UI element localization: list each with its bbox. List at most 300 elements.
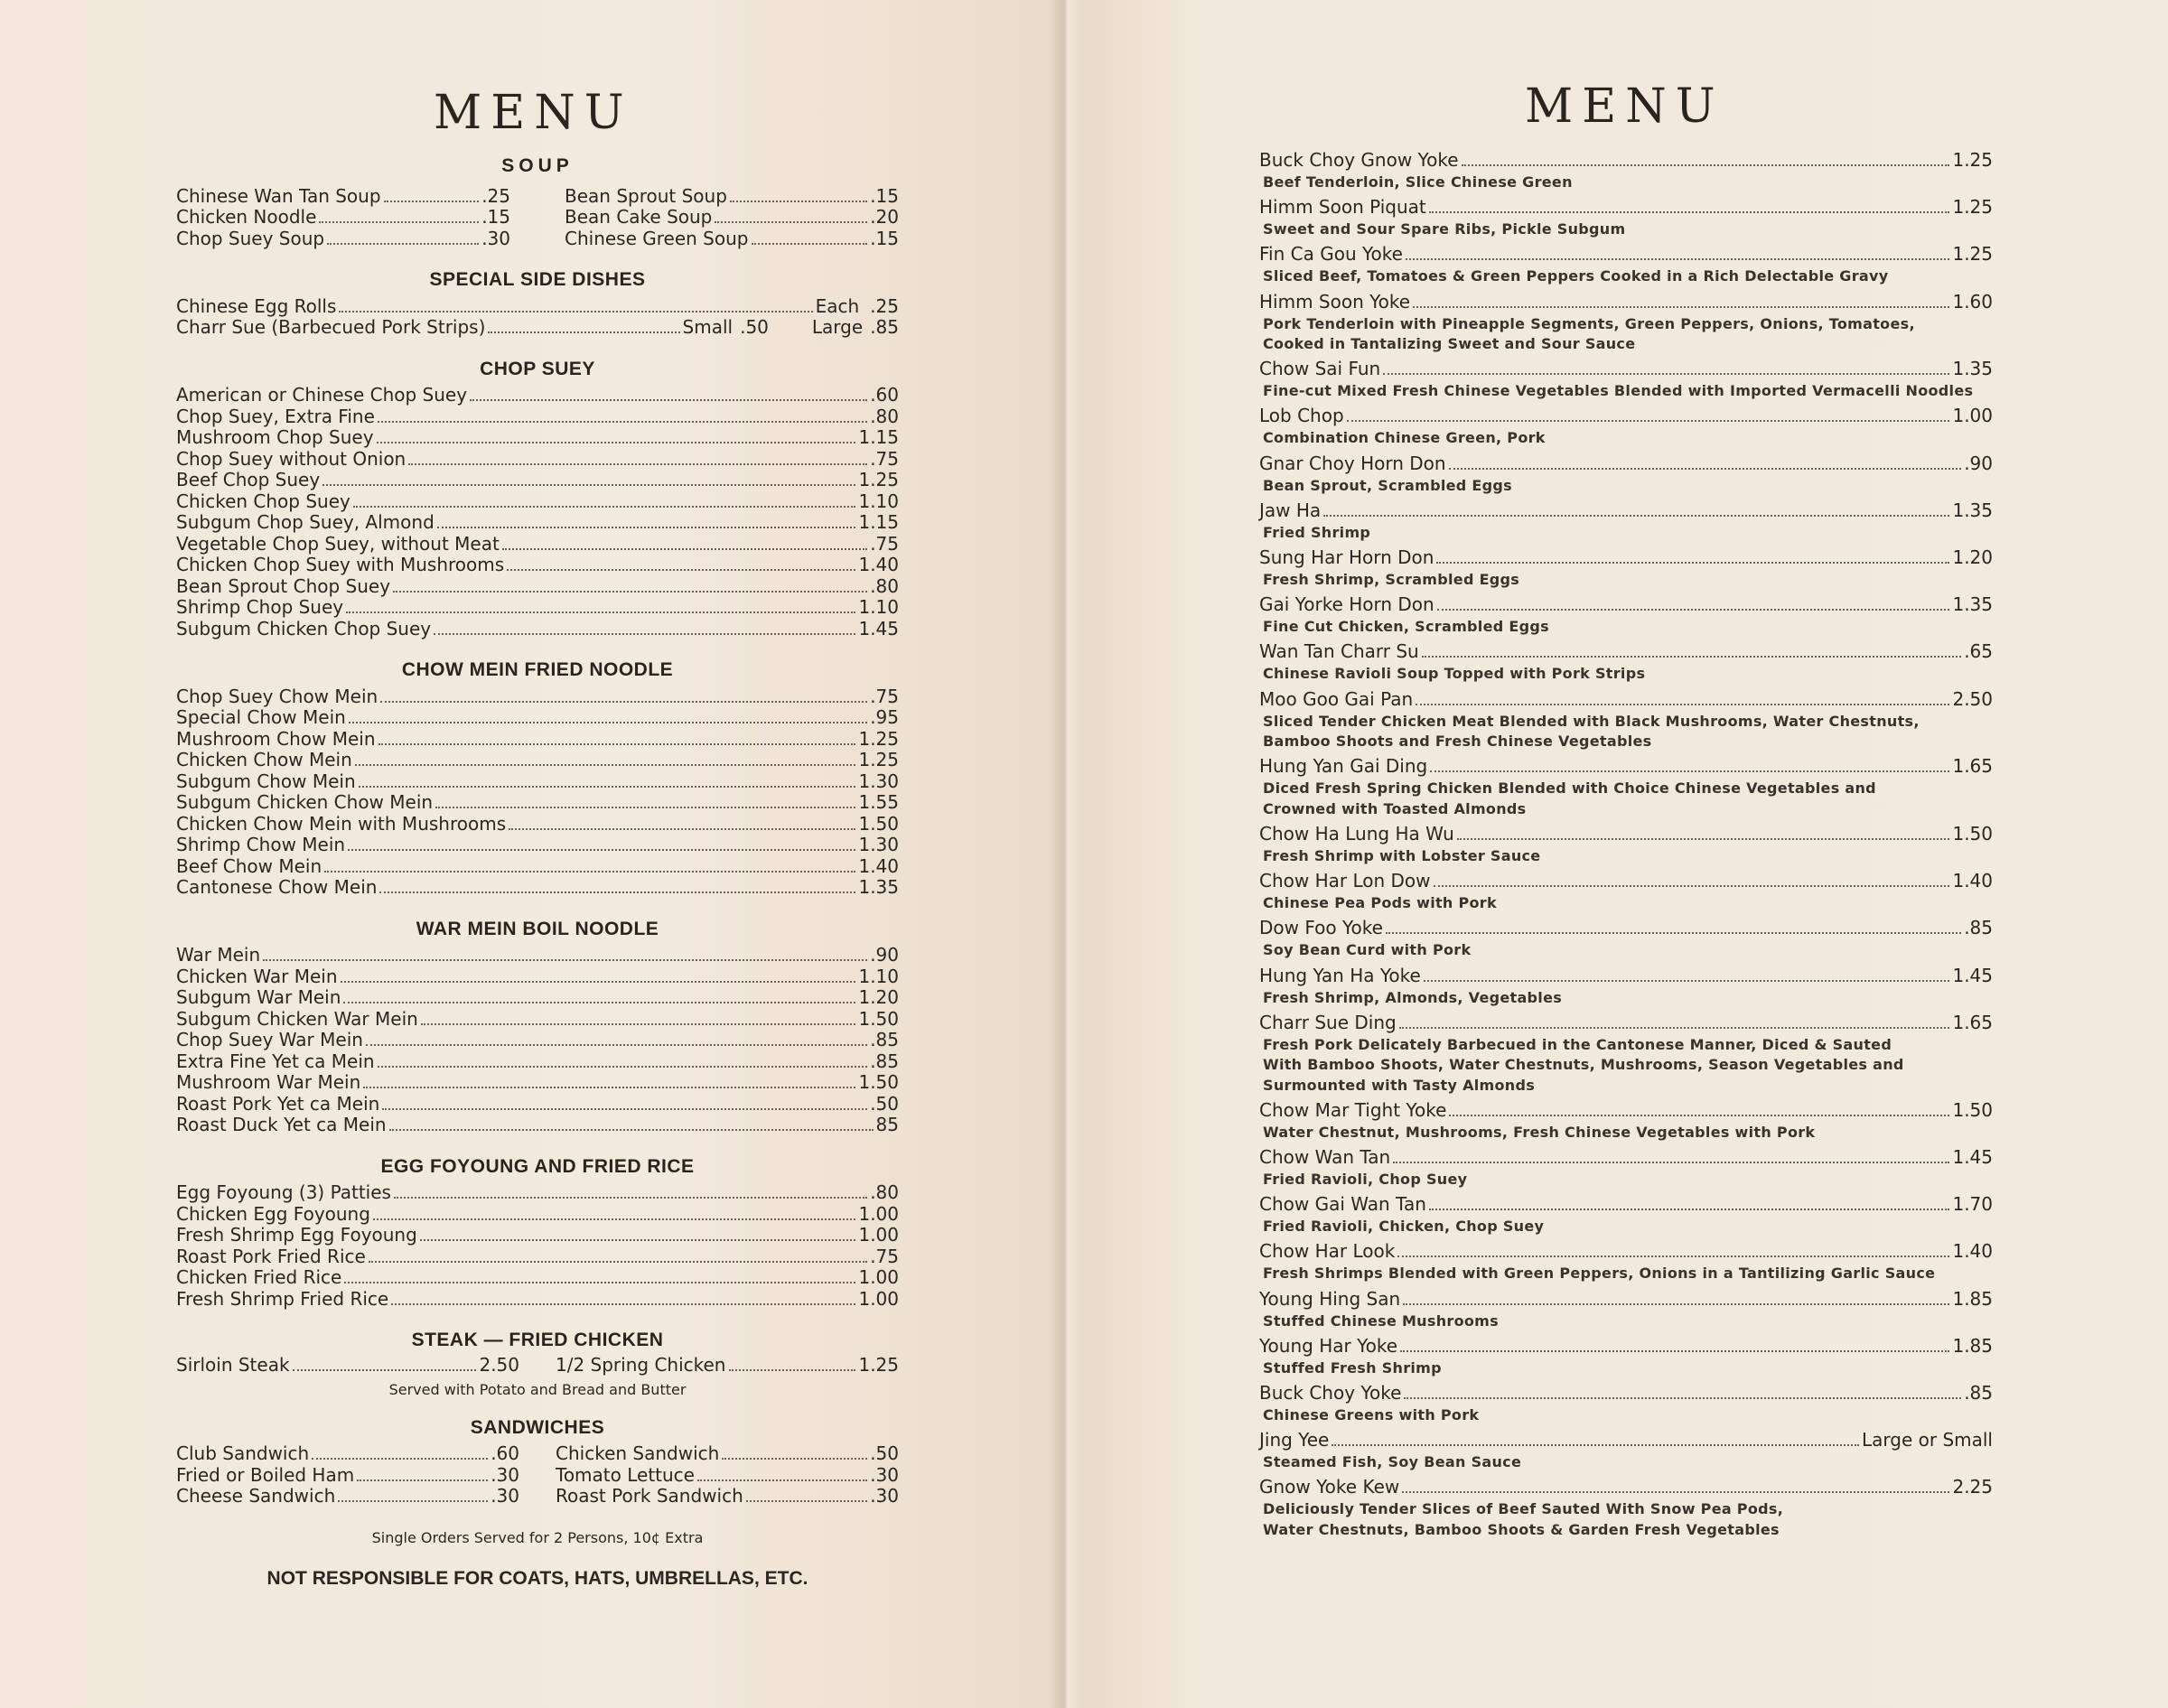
item-price: Large or Small [1862, 1429, 1993, 1451]
item-price: .85 [870, 1050, 899, 1072]
menu-item [1259, 754, 1993, 819]
item-name: Chicken Chow Mein [176, 749, 352, 770]
item-price: 2.50 [479, 1353, 519, 1376]
item-price: 1.50 [1952, 1098, 1993, 1121]
menu-item [176, 555, 899, 576]
menu-item [1259, 148, 1993, 193]
dot-leader [1386, 932, 1961, 934]
menu-item [1259, 869, 1993, 914]
item-price: 1.55 [858, 791, 899, 813]
item-description: Combination Chinese Green, Pork [1263, 429, 1546, 447]
menu-item [1259, 404, 1993, 449]
war-mein-list [176, 945, 899, 1136]
item-name: Chow Sai Fun [1259, 358, 1381, 380]
item-price: .25 [870, 294, 899, 317]
menu-item [176, 835, 899, 856]
item-name: Bean Sprout Chop Suey [176, 574, 391, 597]
dot-leader [437, 527, 856, 528]
item-price: 1.00 [858, 1266, 899, 1288]
soup-section [176, 155, 899, 249]
item-description: Stuffed Chinese Mushrooms [1263, 1311, 1499, 1330]
egg-foyoung-heading: EGG FOYOUNG AND FRIED RICE [380, 1155, 695, 1177]
dot-leader [324, 871, 855, 873]
item-description: Beef Tenderloin, Slice Chinese Green [1263, 173, 1573, 191]
item-name: Special Chow Mein [176, 706, 346, 728]
dot-leader [1413, 306, 1949, 308]
dot-leader [752, 243, 868, 245]
item-price: 1.35 [1952, 358, 1993, 380]
item-name: Sung Har Horn Don [1259, 546, 1434, 568]
item-price: 1.10 [858, 596, 899, 618]
chow-mein-list [176, 686, 899, 899]
dot-leader [384, 201, 480, 202]
item-price: 2.25 [1952, 1476, 1993, 1498]
item-qualifier: Each [815, 294, 860, 317]
dot-leader [1430, 770, 1949, 772]
item-price: .50 [870, 1092, 899, 1115]
item-line [1259, 1428, 1993, 1452]
menu-item [176, 470, 899, 491]
menu-item [1259, 195, 1993, 240]
item-price: 1.30 [858, 834, 899, 855]
dot-leader [470, 399, 867, 401]
item-price: .30 [491, 1463, 519, 1486]
dot-leader [391, 1303, 855, 1305]
menu-item [176, 966, 899, 988]
item-price: 1.35 [1952, 499, 1993, 521]
item-price: .30 [481, 227, 510, 249]
item-name: Roast Pork Sandwich [556, 1485, 743, 1507]
menu-item [1259, 1428, 1993, 1473]
dot-leader [378, 421, 867, 423]
dot-leader [378, 1066, 868, 1068]
menu-item [176, 534, 899, 555]
item-price: .75 [870, 1245, 899, 1267]
item-price: 1.00 [858, 1287, 899, 1310]
soup-heading: SOUP [501, 155, 574, 176]
dot-leader [1347, 420, 1950, 422]
dot-leader [434, 633, 855, 635]
menu-item [176, 296, 899, 318]
item-name: Gai Yorke Horn Don [1259, 593, 1434, 616]
item-price: .85 [870, 1029, 899, 1050]
dot-leader [379, 891, 855, 893]
item-price: 1.20 [858, 986, 899, 1008]
item-price: .90 [870, 944, 899, 966]
item-name: Hung Yan Ha Yoke [1259, 964, 1421, 986]
item-name: Chinese Green Soup [565, 227, 749, 249]
menu-item [176, 945, 899, 966]
item-name: Subgum Chicken Chop Suey [176, 617, 432, 639]
item-name: Mushroom Chop Suey [176, 426, 374, 448]
item-price: 1.40 [1952, 870, 1993, 892]
item-line [1259, 1098, 1993, 1123]
menu-item [176, 750, 899, 771]
dot-leader [435, 807, 855, 808]
item-name: Chinese Wan Tan Soup [176, 184, 381, 207]
dot-leader [729, 1369, 856, 1371]
dot-leader [263, 959, 867, 961]
dot-leader [393, 591, 867, 593]
disclaimer-footer: NOT RESPONSIBLE FOR COATS, HATS, UMBRELLAS, ETC. [266, 1568, 808, 1589]
side-dishes-heading: SPECIAL SIDE DISHES [429, 269, 646, 290]
menu-item [1259, 1287, 1993, 1332]
menu-item [556, 1486, 899, 1507]
dot-leader [746, 1500, 867, 1502]
large-label: Large [811, 316, 864, 338]
menu-item [176, 1051, 899, 1073]
dot-leader [421, 1023, 856, 1025]
item-price: 1.15 [858, 426, 899, 448]
menu-item [176, 814, 899, 835]
item-name: Cheese Sandwich [176, 1485, 336, 1507]
item-name: Roast Pork Yet ca Mein [176, 1092, 380, 1115]
dot-leader [1436, 562, 1949, 564]
menu-item [176, 1115, 899, 1136]
item-price: 1.45 [858, 617, 899, 639]
item-name: Gnar Choy Horn Don [1259, 452, 1446, 474]
menu-item [176, 1094, 899, 1115]
item-name: Fresh Shrimp Fried Rice [176, 1287, 389, 1310]
single-orders-note: Single Orders Served for 2 Persons, 10¢ Extra [371, 1528, 704, 1546]
item-name: Subgum War Mein [176, 986, 341, 1008]
menu-item [176, 707, 899, 729]
item-description: Fried Shrimp [1263, 523, 1371, 541]
dot-leader [488, 331, 679, 333]
menu-item [176, 207, 510, 229]
item-name: Beef Chop Suey [176, 469, 321, 490]
dot-leader [394, 1197, 867, 1199]
item-price: .90 [1964, 452, 1993, 474]
item-name: Subgum Chow Mein [176, 770, 356, 792]
dot-leader [1332, 1444, 1859, 1446]
item-price: 1.35 [1952, 593, 1993, 616]
chop-suey-list [176, 385, 899, 639]
item-name: Fried or Boiled Ham [176, 1463, 355, 1486]
dot-leader [1403, 1303, 1949, 1305]
item-description: Crowned with Toasted Almonds [1263, 799, 1527, 817]
menu-item [176, 317, 899, 339]
item-price: 1.25 [858, 469, 899, 490]
menu-item [176, 771, 899, 793]
item-name: Beef Chow Mein [176, 854, 322, 877]
dot-leader [1429, 1209, 1950, 1210]
right-menu-title: MENU [1525, 79, 1724, 134]
item-line [1259, 639, 1993, 664]
menu-item [176, 792, 899, 814]
menu-item [176, 427, 899, 449]
item-name: Jaw Ha [1259, 499, 1322, 521]
item-price: .75 [870, 447, 899, 470]
item-name: Bean Cake Soup [565, 206, 713, 228]
item-price: 1.25 [858, 1353, 899, 1376]
chop-suey-section [176, 359, 899, 640]
dot-leader [373, 1218, 856, 1220]
item-line [1259, 290, 1993, 314]
small-price: .50 [740, 316, 769, 338]
item-price: 2.50 [1952, 687, 1993, 710]
dot-leader [366, 1044, 867, 1046]
item-price: 1.65 [1952, 1011, 1993, 1033]
menu-item [176, 686, 899, 708]
item-name: Egg Foyoung (3) Patties [176, 1181, 391, 1203]
dot-leader [1437, 609, 1950, 611]
dot-leader [1457, 838, 1950, 840]
item-description: With Bamboo Shoots, Water Chestnuts, Mushrooms, Season Vegetables and [1263, 1056, 1904, 1074]
right-item-list [1259, 148, 1993, 1540]
item-price: 1.25 [1952, 196, 1993, 219]
menu-item [1259, 687, 1993, 752]
item-name: Chicken Chop Suey with Mushrooms [176, 554, 505, 575]
item-price: 1.85 [1952, 1287, 1993, 1310]
item-name: Dow Foo Yoke [1259, 917, 1383, 939]
dot-leader [1424, 980, 1950, 982]
item-name: Hung Yan Gai Ding [1259, 755, 1428, 778]
dot-leader [502, 548, 867, 550]
item-price: .95 [870, 706, 899, 728]
item-name: Moo Goo Gai Pan [1259, 687, 1414, 710]
item-description: Fresh Shrimps Blended with Green Peppers, Onions in a Tantilizing Garlic Sauce [1263, 1265, 1936, 1283]
item-line [1259, 357, 1993, 381]
menu-item [176, 1204, 899, 1226]
dot-leader [1393, 1162, 1949, 1163]
item-name: Chow Mar Tight Yoke [1259, 1098, 1447, 1121]
dot-leader [322, 484, 855, 486]
item-name: Mushroom Chow Mein [176, 727, 376, 750]
item-name: Buck Choy Gnow Yoke [1259, 149, 1459, 171]
item-name: Fin Ca Gou Yoke [1259, 243, 1403, 266]
item-price: 1.50 [858, 1071, 899, 1093]
dot-leader [369, 1261, 867, 1263]
item-name: Chop Suey, Extra Fine [176, 405, 375, 427]
item-name: Extra Fine Yet ca Mein [176, 1050, 375, 1072]
soup-col-2 [565, 186, 899, 250]
item-price: 1.70 [1952, 1193, 1993, 1216]
item-line [1259, 1334, 1993, 1358]
item-price: .15 [870, 227, 899, 249]
menu-item [176, 1355, 519, 1377]
menu-item [1259, 1334, 1993, 1379]
left-menu-title: MENU [434, 86, 633, 140]
dot-leader [349, 722, 867, 723]
dot-leader [389, 1129, 874, 1131]
item-price: .80 [870, 1181, 899, 1203]
item-name: Chicken Chow Mein with Mushrooms [176, 812, 507, 835]
menu-item [1259, 546, 1993, 591]
left-menu-column [176, 155, 899, 1590]
item-name: Young Har Yoke [1259, 1334, 1398, 1357]
item-line [1259, 242, 1993, 266]
menu-item [176, 1225, 899, 1246]
menu-item [176, 1030, 899, 1051]
item-name: Vegetable Chop Suey, without Meat [176, 532, 500, 555]
item-description: Chinese Greens with Pork [1263, 1406, 1480, 1423]
menu-item [176, 1486, 519, 1507]
item-name: Mushroom War Mein [176, 1071, 361, 1093]
item-name: Tomato Lettuce [556, 1463, 695, 1486]
dot-leader [355, 764, 856, 766]
item-line [1259, 452, 1993, 476]
item-name: Chicken Fried Rice [176, 1266, 342, 1288]
item-name: Chow Har Lon Dow [1259, 870, 1431, 892]
menu-item [176, 449, 899, 471]
item-price: 1.25 [858, 727, 899, 750]
menu-item [176, 1009, 899, 1031]
item-name: Subgum Chop Suey, Almond [176, 511, 435, 533]
item-price: .60 [870, 384, 899, 406]
menu-item [176, 186, 510, 208]
menu-item [1259, 964, 1993, 1009]
menu-item [1259, 452, 1993, 497]
item-name: Chop Suey War Mein [176, 1029, 363, 1050]
item-name: Jing Yee [1259, 1429, 1330, 1451]
item-price: 1.45 [1952, 1146, 1993, 1169]
item-name: Buck Choy Yoke [1259, 1382, 1402, 1404]
item-name: War Mein [176, 944, 261, 966]
item-description: Bean Sprout, Scrambled Eggs [1263, 476, 1512, 494]
item-description: Sliced Beef, Tomatoes & Green Peppers Cooked in a Rich Delectable Gravy [1263, 267, 1889, 285]
egg-foyoung-section [176, 1156, 899, 1311]
menu-item [1259, 357, 1993, 402]
menu-item [1259, 499, 1993, 544]
menu-item [1259, 242, 1993, 287]
dot-leader [1397, 1255, 1949, 1257]
item-name: Chicken Noodle [176, 206, 317, 228]
item-line [1259, 687, 1993, 712]
item-name: Gnow Yoke Kew [1259, 1476, 1400, 1498]
dot-leader [509, 828, 855, 830]
item-price: 1.50 [858, 812, 899, 835]
dot-leader [359, 786, 856, 788]
item-price: 1.25 [858, 749, 899, 770]
item-price: 1.00 [1952, 405, 1993, 427]
item-description: Surmounted with Tasty Almonds [1263, 1076, 1536, 1094]
dot-leader [327, 243, 479, 245]
item-name: Himm Soon Piquat [1259, 196, 1426, 219]
item-line [1259, 1192, 1993, 1217]
item-description: Fresh Pork Delicately Barbecued in the Cantonese Manner, Diced & Sauted [1263, 1035, 1892, 1053]
item-price: 1.45 [1952, 964, 1993, 986]
item-price: .20 [870, 206, 899, 228]
dot-leader [353, 506, 856, 508]
dot-leader [341, 981, 856, 983]
dot-leader [339, 311, 812, 313]
dot-leader [344, 1282, 855, 1283]
item-price: 1.20 [1952, 546, 1993, 568]
item-description: Deliciously Tender Slices of Beef Sauted With Snow Pea Pods, [1263, 1500, 1784, 1518]
dot-leader [1429, 211, 1950, 213]
dot-leader [378, 743, 856, 745]
item-line [1259, 404, 1993, 428]
menu-item [176, 406, 899, 428]
item-description: Water Chestnuts, Bamboo Shoots & Garden Fresh Vegetables [1263, 1520, 1780, 1538]
menu-item [176, 877, 899, 899]
item-price: 1.65 [1952, 755, 1993, 778]
menu-item [565, 186, 899, 208]
item-line [1259, 964, 1993, 988]
item-line [1259, 869, 1993, 893]
large-price: .85 [870, 316, 899, 338]
item-name: Cantonese Chow Mein [176, 876, 378, 898]
item-price: .30 [870, 1463, 899, 1486]
item-price: .60 [491, 1442, 519, 1464]
item-line [1259, 822, 1993, 846]
item-price: 1.40 [858, 854, 899, 877]
dot-leader [1402, 1491, 1949, 1493]
item-price: 1.60 [1952, 290, 1993, 313]
item-price: 1.40 [1952, 1240, 1993, 1263]
item-description: Water Chestnut, Mushrooms, Fresh Chinese Vegetables with Pork [1263, 1123, 1816, 1141]
chop-suey-heading: CHOP SUEY [480, 358, 595, 379]
egg-foyoung-list [176, 1182, 899, 1310]
dot-leader [1404, 1397, 1961, 1399]
menu-item [556, 1465, 899, 1487]
item-price: 85 [875, 1114, 899, 1135]
item-line [1259, 754, 1993, 779]
item-price: .80 [870, 405, 899, 427]
dot-leader [293, 1369, 477, 1371]
dot-leader [1399, 1027, 1950, 1029]
menu-item [176, 987, 899, 1009]
dot-leader [1323, 515, 1949, 517]
item-price: .15 [870, 184, 899, 207]
dot-leader [319, 221, 479, 223]
item-description: Fine-cut Mixed Fresh Chinese Vegetables Blended with Imported Vermacelli Noodles [1263, 382, 1974, 400]
menu-item [176, 856, 899, 878]
dot-leader [1422, 656, 1961, 658]
item-description: Chinese Pea Pods with Pork [1263, 894, 1497, 912]
dot-leader [408, 463, 867, 465]
dot-leader [377, 442, 856, 443]
war-mein-heading: WAR MEIN BOIL NOODLE [416, 918, 659, 939]
item-price: 1.25 [1952, 149, 1993, 171]
item-description: Fresh Shrimp, Almonds, Vegetables [1263, 988, 1563, 1006]
item-description: Stuffed Fresh Shrimp [1263, 1358, 1442, 1377]
menu-item [1259, 290, 1993, 355]
item-name: Chicken Sandwich [556, 1442, 720, 1464]
item-name: Subgum Chicken War Mein [176, 1007, 418, 1030]
menu-item [176, 576, 899, 598]
item-name: Lob Chop [1259, 405, 1344, 427]
item-line [1259, 1239, 1993, 1264]
dot-leader [507, 569, 855, 571]
item-price: .85 [1964, 917, 1993, 939]
dot-leader [348, 849, 855, 851]
item-price: 1.85 [1952, 1334, 1993, 1357]
item-price: 1.10 [858, 965, 899, 987]
item-line [1259, 546, 1993, 570]
menu-item [1259, 1239, 1993, 1284]
item-price: .15 [481, 206, 510, 228]
menu-item [1259, 916, 1993, 961]
item-price: .50 [870, 1442, 899, 1464]
item-description: Fresh Shrimp with Lobster Sauce [1263, 846, 1541, 864]
menu-item [1259, 1192, 1993, 1237]
dot-leader [1406, 258, 1950, 260]
item-name: Young Hing San [1259, 1287, 1401, 1310]
menu-item [1259, 1381, 1993, 1426]
sandwiches-heading: SANDWICHES [470, 1416, 605, 1438]
dot-leader [1462, 164, 1950, 166]
item-name: Club Sandwich [176, 1442, 310, 1464]
chow-mein-heading: CHOW MEIN FRIED NOODLE [401, 659, 674, 680]
item-name: Chinese Egg Rolls [176, 294, 337, 317]
item-name: Wan Tan Charr Su [1259, 640, 1419, 663]
item-name: Chow Wan Tan [1259, 1146, 1391, 1169]
item-price: 1.40 [858, 554, 899, 575]
item-description: Fried Ravioli, Chop Suey [1263, 1171, 1468, 1189]
item-description: Steamed Fish, Soy Bean Sauce [1263, 1453, 1522, 1471]
